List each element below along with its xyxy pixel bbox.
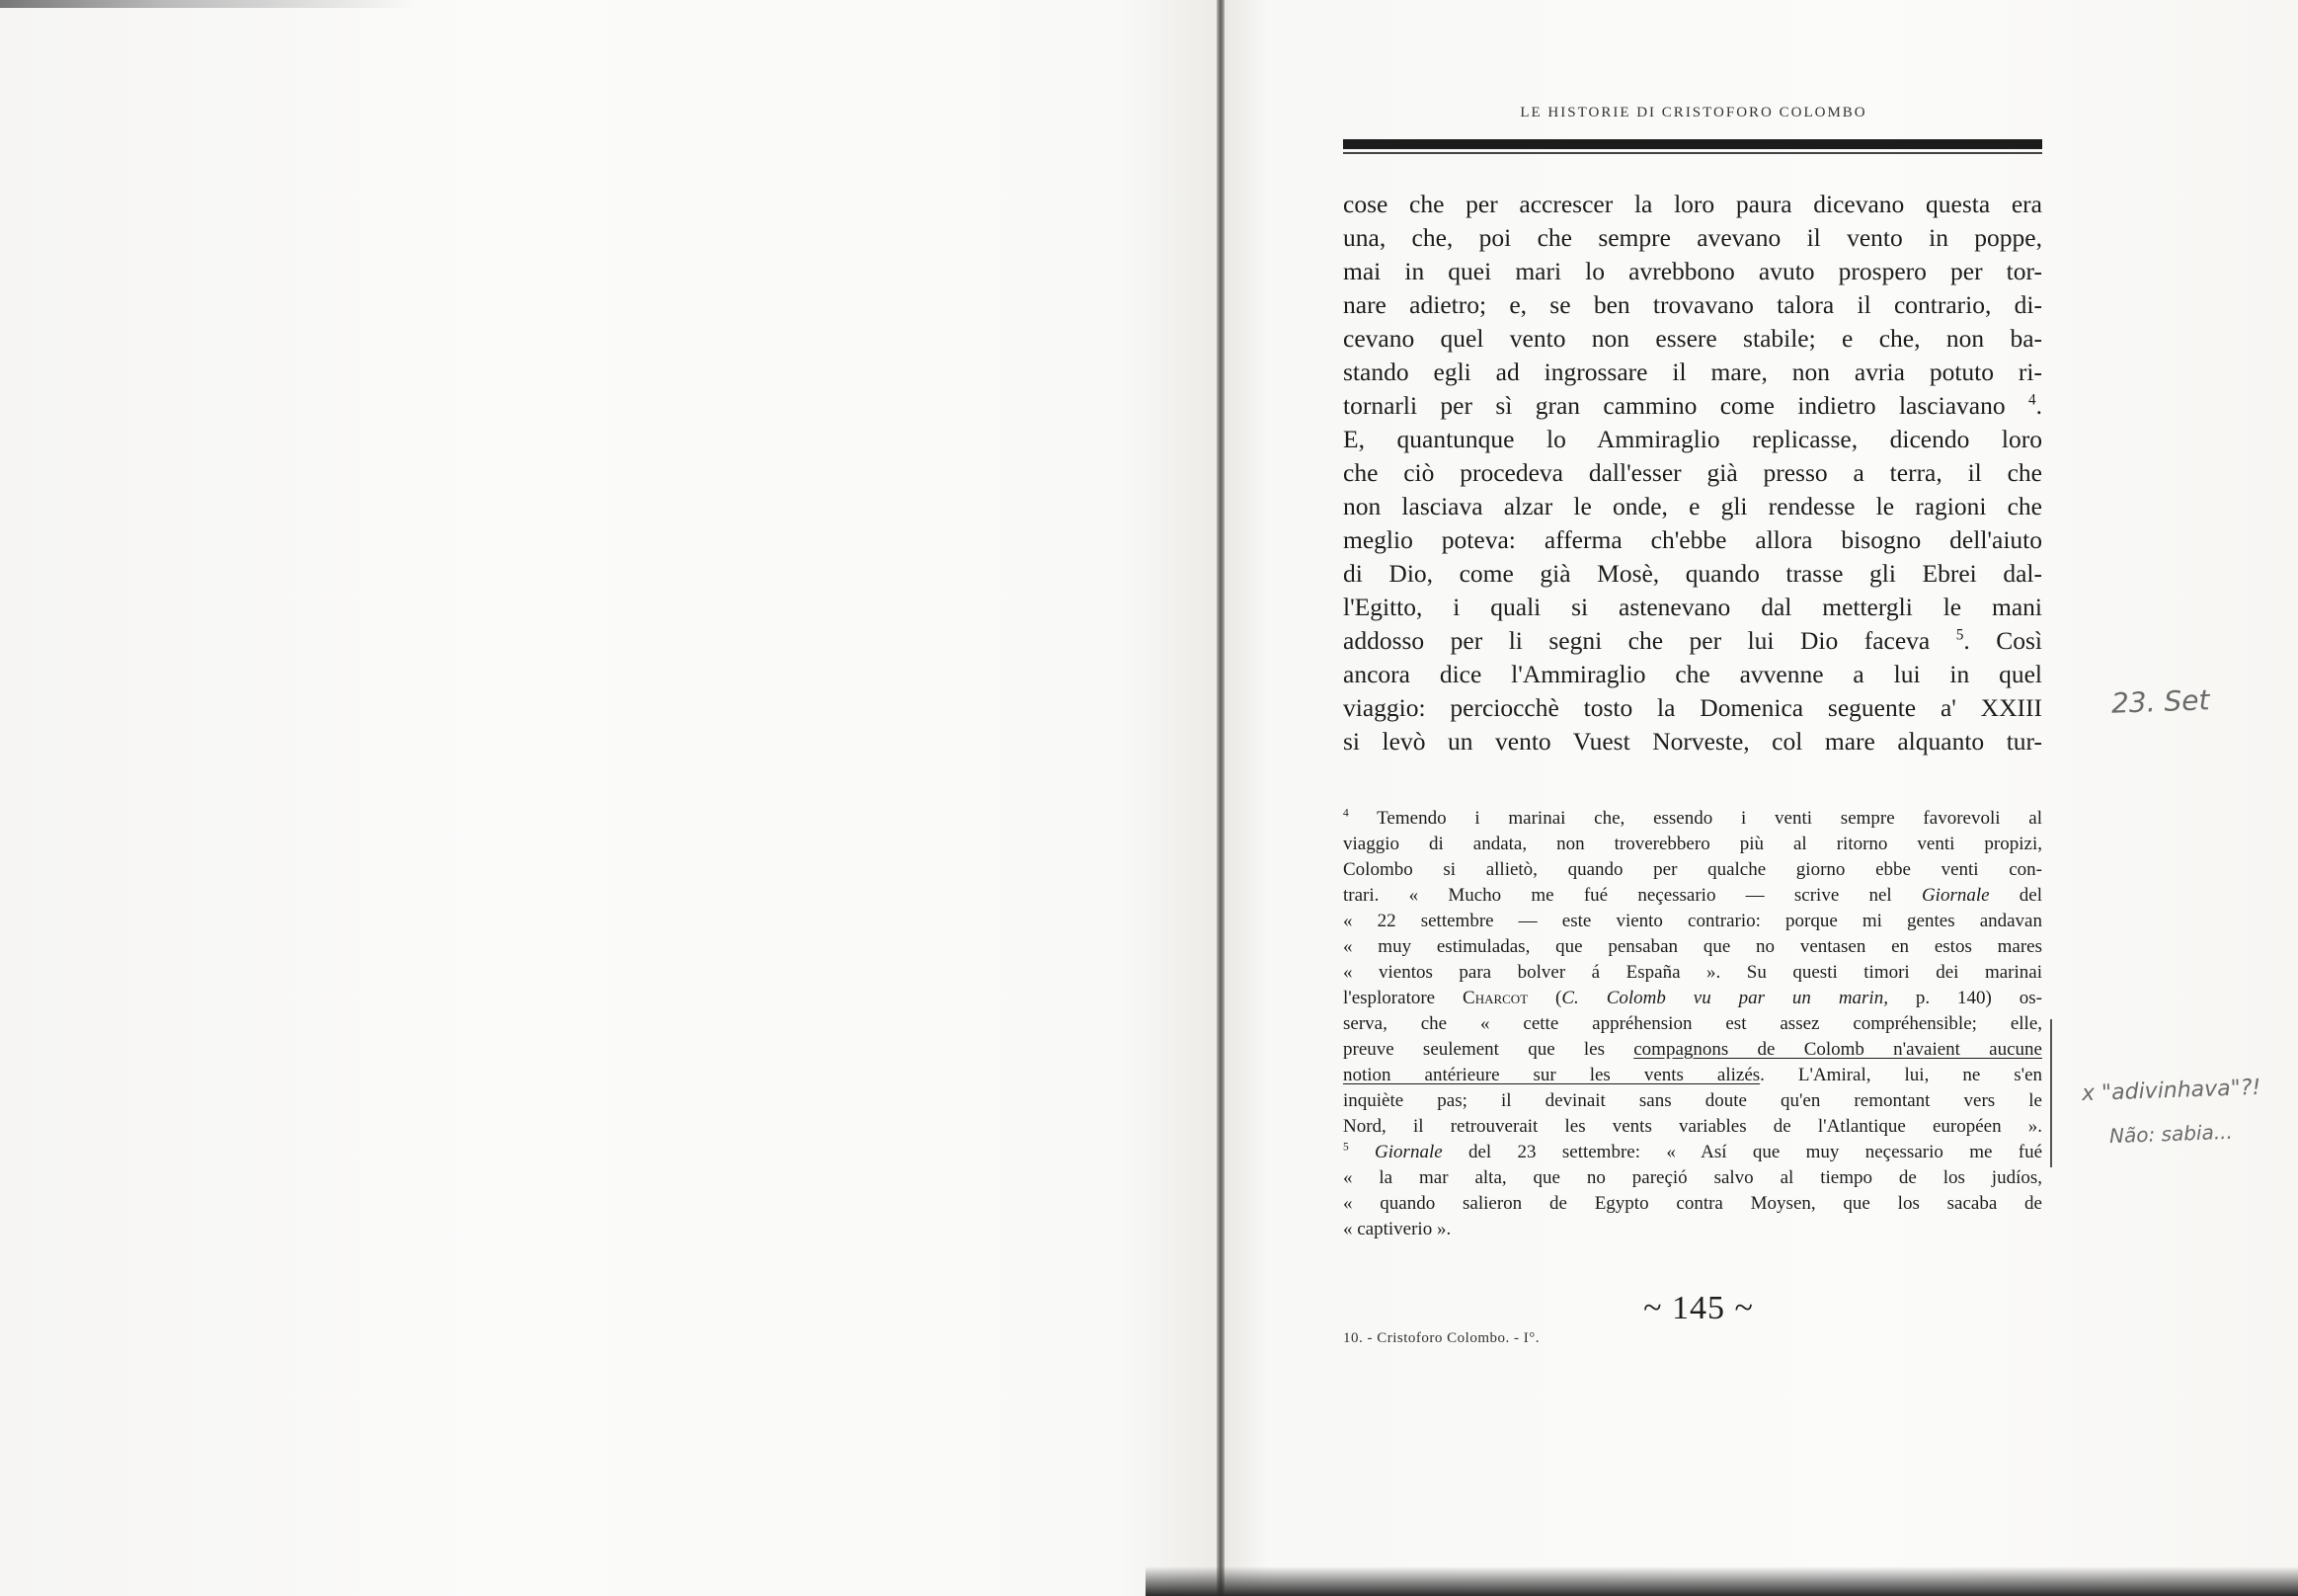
header-rule-thick <box>1343 139 2042 149</box>
text-line <box>1343 624 2042 658</box>
footnote-text: del 23 settembre: « Así que muy neçessario me fué <box>1442 1142 2042 1162</box>
scan-edge-smudge <box>0 0 415 8</box>
footnote-ref-4: 4 <box>2027 391 2036 409</box>
handwritten-date-note: 23. Set <box>2110 683 2210 720</box>
text-line: E, quantunque lo Ammiraglio replicasse, dicendo loro <box>1343 425 2042 453</box>
footnote-4-line <box>1343 986 2042 1011</box>
text-line: una, che, poi che sempre avevano il vento in poppe, <box>1343 223 2042 252</box>
footnote-4-line: « muy estimuladas, que pensaban que no ventasen en estos mares <box>1343 936 2042 957</box>
underlined-passage: compagnons de Colomb n'avaient aucune <box>1633 1039 2042 1060</box>
text-line: meglio poteva: afferma ch'ebbe allora bisogno dell'aiuto <box>1343 525 2042 554</box>
handwritten-margin-note: x "adivinhava"?! <box>2081 1075 2261 1107</box>
footnote-5-line: « captiverio ». <box>1343 1219 1452 1239</box>
text-line: viaggio: perciocchè tosto la Domenica seguente a' XXIII <box>1343 693 2042 722</box>
footnote-4-line: Nord, il retrouverait les vents variables de l'Atlantique européen ». <box>1343 1116 2042 1137</box>
scan-bottom-shadow <box>1146 1566 2298 1596</box>
text-line: si levò un vento Vuest Norveste, col mare alquanto tur- <box>1343 727 2042 756</box>
footnote-5-line <box>1343 1140 2042 1165</box>
footnote-4-line <box>1343 1063 2042 1088</box>
printer-signature: 10. - Cristoforo Colombo. - I°. <box>1343 1330 1540 1346</box>
footnote-4-line <box>1343 883 2042 909</box>
footnote-italic: Giornale <box>1375 1142 1443 1162</box>
text-line: mai in quei mari lo avrebbono avuto prospero per tor- <box>1343 257 2042 285</box>
text-line-tail: . Così <box>1963 626 2042 655</box>
footnote-ref-5: 5 <box>1955 626 1964 644</box>
text-line-tail: . <box>2035 391 2042 420</box>
footnote-italic: Giornale <box>1921 885 1990 906</box>
book-gutter <box>1217 0 1225 1596</box>
text-line: non lasciava alzar le onde, e gli rendesse le ragioni che <box>1343 492 2042 520</box>
text-line: cose che per accrescer la loro paura dicevano questa era <box>1343 190 2042 218</box>
footnote-text: ( <box>1528 988 1562 1008</box>
footnote-4-line: serva, che « cette appréhension est assez compréhensible; elle, <box>1343 1013 2042 1034</box>
footnote-4-line: Colombo si allietò, quando per qualche giorno ebbe venti con- <box>1343 859 2042 880</box>
footnote-4-line <box>1343 1037 2042 1063</box>
footnote-5-line: « la mar alta, que no pareçió salvo al tiempo de los judíos, <box>1343 1167 2042 1188</box>
footnote-4-line: « vientos para bolver á España ». Su questi timori dei marinai <box>1343 962 2042 983</box>
footnote-4-line: viaggio di andata, non troverebbero più al ritorno venti propizi, <box>1343 834 2042 854</box>
footnote-text: del <box>1989 885 2043 906</box>
text-line: che ciò procedeva dall'esser già presso a terra, il che <box>1343 458 2042 487</box>
main-text <box>1343 188 2042 758</box>
footnote-4-marker: 4 <box>1343 807 1349 820</box>
handwritten-margin-note: Não: sabia... <box>2108 1119 2234 1149</box>
text-line: stando egli ad ingrossare il mare, non avria potuto ri- <box>1343 358 2042 386</box>
text-line: ancora dice l'Ammiraglio che avvenne a lui in quel <box>1343 660 2042 688</box>
text-line: nare adietro; e, se ben trovavano talora il contrario, di- <box>1343 290 2042 319</box>
footnote-5-marker: 5 <box>1343 1141 1349 1154</box>
book-title: C. Colomb vu par un marin, <box>1561 988 1888 1008</box>
footnote-4-line: inquiète pas; il devinait sans doute qu'en remontant vers le <box>1343 1090 2042 1111</box>
text-line-content: addosso per li segni che per lui Dio faceva <box>1343 626 1931 655</box>
author-name: Charcot <box>1463 988 1529 1008</box>
text-line: di Dio, come già Mosè, quando trasse gli Ebrei dal- <box>1343 559 2042 588</box>
underlined-passage: notion antérieure sur les vents alizés <box>1343 1065 1761 1085</box>
footnote-text: p. 140) os- <box>1887 988 2042 1008</box>
text-line <box>1343 389 2042 423</box>
header-rule-thin <box>1343 152 2042 154</box>
footnote-text: Temendo i marinai che, essendo i venti sempre favorevoli al <box>1377 808 2042 829</box>
footnote-4-line <box>1343 806 2042 832</box>
text-line: cevano quel vento non essere stabile; e che, non ba- <box>1343 324 2042 353</box>
running-head: LE HISTORIE DI CRISTOFORO COLOMBO <box>1520 105 1867 120</box>
footnote-text: . L'Amiral, lui, ne s'en <box>1760 1065 2042 1085</box>
margin-marker-bar <box>2050 1019 2052 1167</box>
footnote-5-line: « quando salieron de Egypto contra Moysen, que los sacaba de <box>1343 1193 2042 1214</box>
footnote-text: l'esploratore <box>1343 988 1464 1008</box>
footnote-4-line: « 22 settembre — este viento contrario: porque mi gentes andavan <box>1343 911 2042 931</box>
text-line: l'Egitto, i quali si astenevano dal mettergli le mani <box>1343 593 2042 621</box>
text-line-content: tornarli per sì gran cammino come indietro lasciavano <box>1343 391 2006 420</box>
footnote-text: preuve seulement que les <box>1343 1039 1634 1060</box>
footnotes <box>1343 806 2042 1242</box>
footnote-text: trari. « Mucho me fué neçessario — scrive nel <box>1343 885 1922 906</box>
page-number: ~ 145 ~ <box>1643 1290 1754 1326</box>
